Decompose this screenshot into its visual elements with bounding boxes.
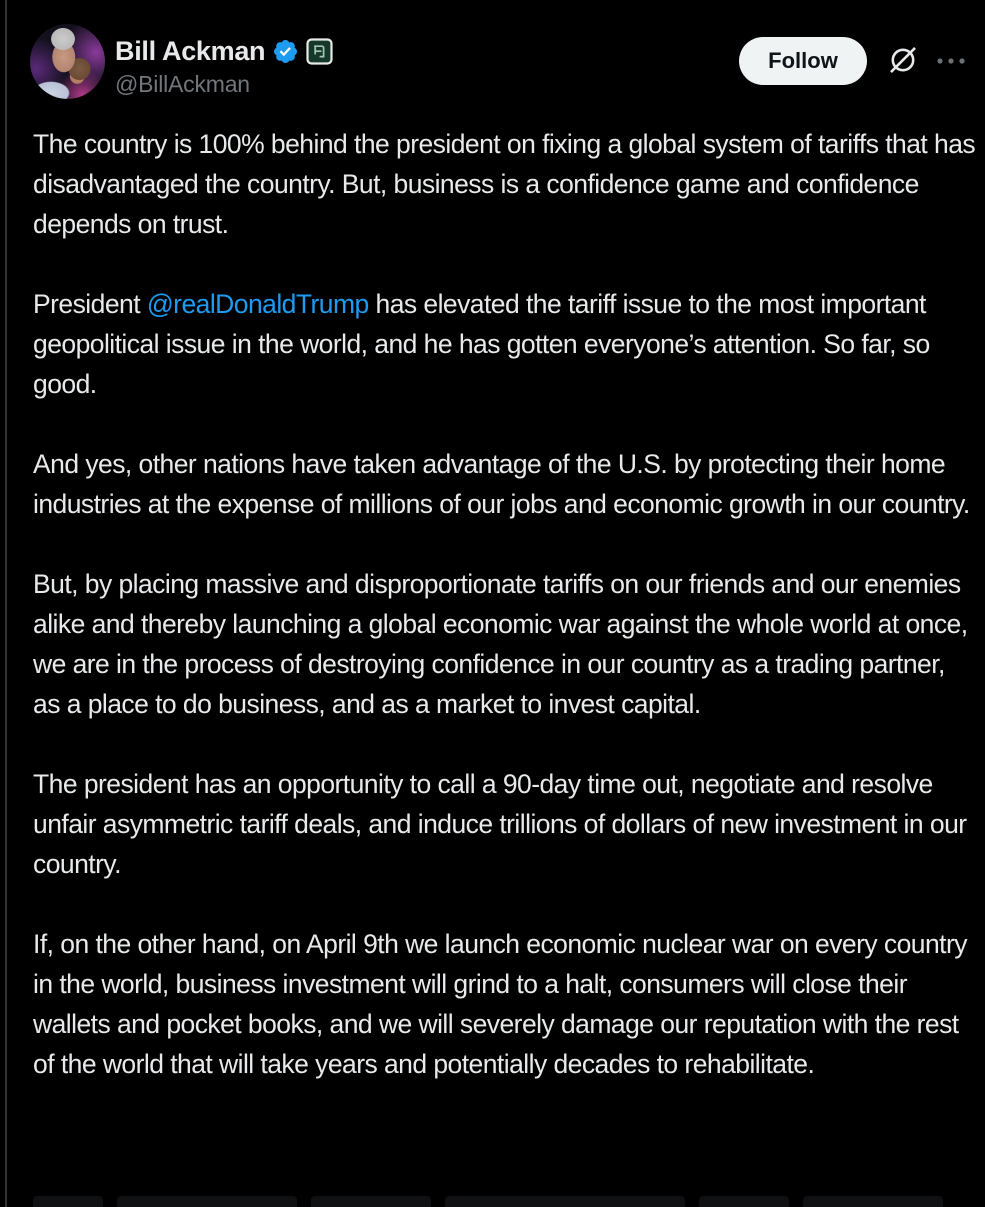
affiliate-org-badge-icon[interactable]	[306, 38, 333, 65]
follow-button[interactable]: Follow	[739, 37, 867, 85]
tweet-paragraph: The country is 100% behind the president on fixing a global system of tariffs that has disadvantaged the country. But, business is a confidence game and confidence depends on trust.	[33, 129, 976, 239]
tweet-paragraph: The president has an opportunity to call a 90-day time out, negotiate and resolve unfair asymmetric tariff deals, and induce trillions of dollars of new investment in our country.	[33, 769, 967, 879]
tweet-card	[5, 0, 985, 1207]
tweet-paragraph: And yes, other nations have taken advantage of the U.S. by protecting their home industries at the expense of millions of our jobs and economic growth in our country.	[33, 449, 970, 519]
verified-badge-icon	[272, 38, 299, 65]
author-display-name[interactable]: Bill Ackman	[115, 35, 266, 66]
mention-link-realdonaldtrump[interactable]: @realDonaldTrump	[146, 289, 369, 319]
tweet-text	[33, 124, 977, 1084]
author-name-row	[115, 36, 333, 66]
cropped-next-line	[33, 1196, 963, 1207]
author-handle[interactable]: @BillAckman	[115, 71, 250, 97]
tweet-paragraph: If, on the other hand, on April 9th we launch economic nuclear war on every country in the world, business investment will grind to a halt, consumers will close their wallets and pocket books, and we will severely damage our reputation with the rest of the world that will take years and potentially decades to rehabilitate.	[33, 929, 967, 1079]
paragraph-text: has elevated the tariff issue to the most important geopolitical issue in the world, and he has gotten everyone’s attention. So far, so good.	[33, 289, 930, 399]
paragraph-text: President	[33, 289, 147, 319]
avatar[interactable]	[30, 24, 105, 99]
grok-actions-icon[interactable]	[886, 43, 920, 77]
more-options-icon[interactable]	[934, 49, 968, 73]
tweet-paragraph	[33, 284, 977, 404]
tweet-paragraph: But, by placing massive and disproportionate tariffs on our friends and our enemies alike and thereby launching a global economic war against the whole world at once, we are in the process of destroying confidence in our country as a trading partner, as a place to do business, and as a market to invest capital.	[33, 569, 968, 719]
